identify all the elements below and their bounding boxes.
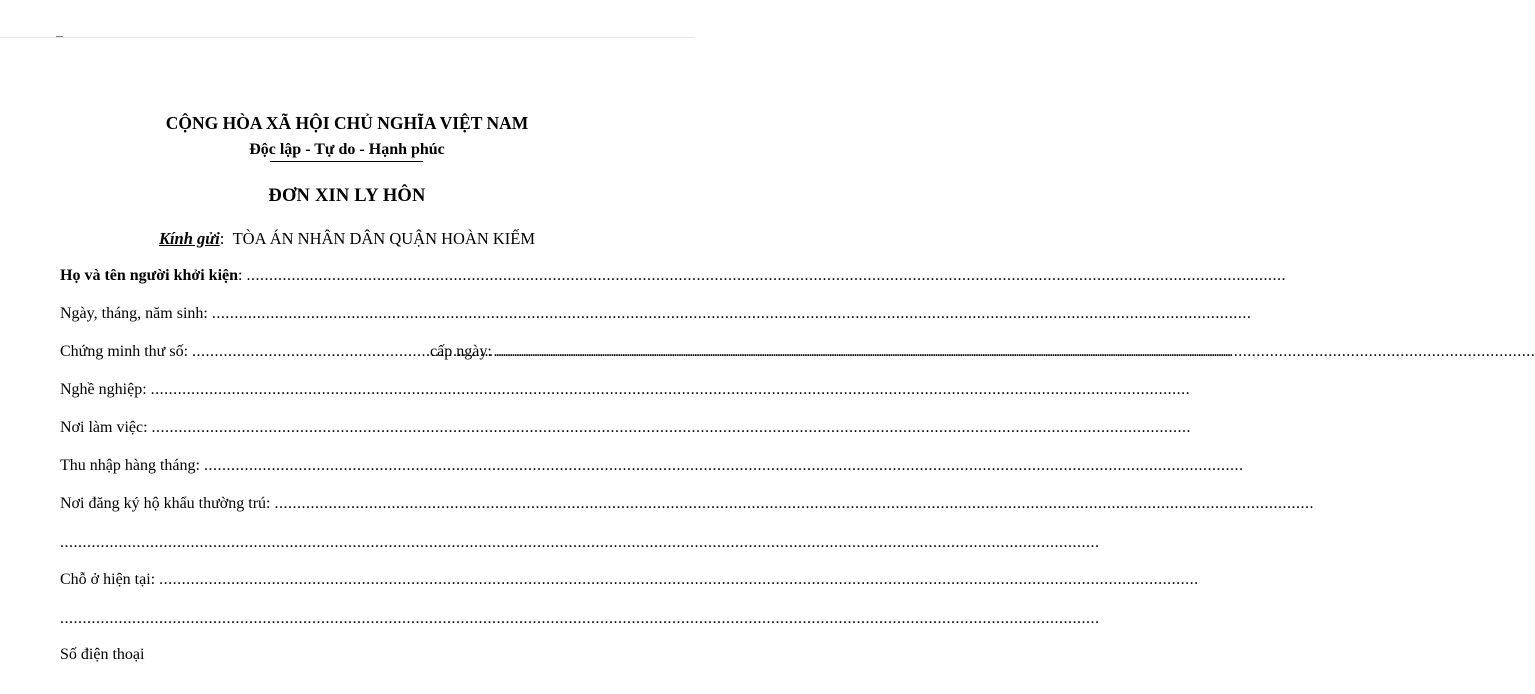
recipient-value: TÒA ÁN NHÂN DÂN QUẬN HOÀN KIẾM [232,229,536,248]
permanent-residence-continuation [60,532,651,554]
birth-date-row [60,303,651,325]
id-card-label: Chứng minh thư số: [60,343,189,360]
recipient-line: Kính gửi: TÒA ÁN NHÂN DÂN QUẬN HOÀN KIẾM [158,229,536,248]
recipient-label: Kính gửi [158,229,220,248]
income-row [60,455,651,477]
id-card-blank[interactable] [192,341,426,363]
issue-date-label: cấp ngày: [430,343,492,360]
permanent-residence-row [60,493,651,515]
occupation-row [60,379,651,401]
motto-underline [270,161,423,162]
workplace-blank[interactable] [152,417,651,439]
workplace-label: Nơi làm việc: [60,419,148,436]
current-residence-continuation [60,608,651,630]
birth-date-blank[interactable] [212,303,651,325]
plaintiff-name-row: Họ và tên người khởi kiện : ..... [60,265,651,287]
birth-date-label: Ngày, tháng, năm sinh: [60,305,208,322]
plaintiff-name-label: Họ và tên người khởi kiện [60,267,239,284]
current-residence-blank-2[interactable] [60,608,651,630]
phone-label: Số điện thoại [60,646,145,663]
occupation-label: Nghề nghiệp: [60,381,147,398]
national-title: CỘNG HÒA XÃ HỘI CHỦ NGHĨA VIỆT NAM [165,113,529,133]
issue-date-blank[interactable] [496,341,651,363]
income-blank[interactable] [204,455,651,477]
income-label: Thu nhập hàng tháng: [60,457,200,474]
workplace-row [60,417,651,439]
phone-row-partial [60,644,651,666]
plaintiff-name-blank[interactable] [246,265,651,287]
national-motto: Độc lập - Tự do - Hạnh phúc [249,141,445,158]
current-residence-row [60,569,651,591]
current-residence-blank[interactable] [159,569,651,591]
permanent-residence-label: Nơi đăng ký hộ khẩu thường trú: [60,495,271,512]
occupation-blank[interactable] [151,379,651,401]
current-residence-label: Chỗ ở hiện tại: [60,571,156,588]
permanent-residence-blank-2[interactable] [60,532,651,554]
permanent-residence-blank[interactable] [274,493,651,515]
id-card-row [60,341,651,363]
document-page [0,0,694,663]
document-title: ĐƠN XIN LY HÔN [268,186,426,206]
